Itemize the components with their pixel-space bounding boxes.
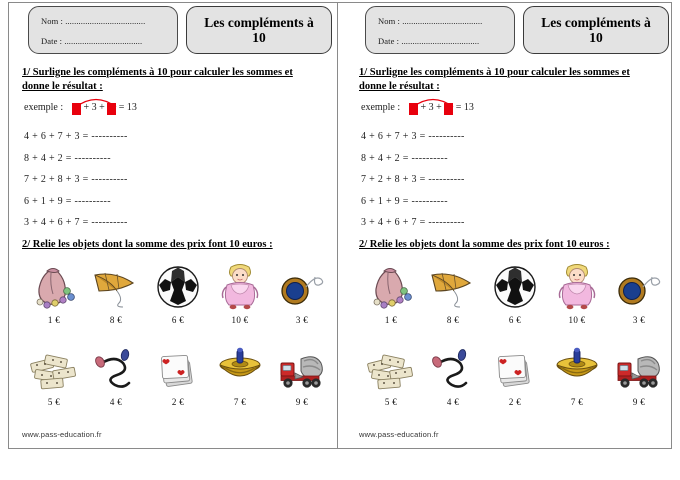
pairing-arc-icon bbox=[73, 94, 119, 108]
exercise-2-object-grid bbox=[339, 258, 675, 416]
worksheet-copy-left bbox=[2, 0, 338, 448]
exercise-1-heading-text: 1/ Surligne les compléments à 10 pour calculer les sommes et donne le résultat : bbox=[359, 67, 630, 92]
exercise-1-heading-text: 1/ Surligne les compléments à 10 pour calculer les sommes et donne le résultat : bbox=[22, 67, 293, 92]
title-line-2: 10 bbox=[252, 30, 266, 45]
marble-bag-icon bbox=[24, 258, 84, 314]
doll-icon bbox=[210, 258, 270, 314]
object-cell-doll[interactable] bbox=[547, 258, 607, 325]
problem-row[interactable]: 8 + 4 + 2 = ---------- bbox=[361, 152, 448, 164]
problem-row[interactable]: 6 + 1 + 9 = ---------- bbox=[24, 195, 111, 207]
object-cell-yoyo[interactable] bbox=[609, 258, 669, 325]
exercise-2-heading-text: 2/ Relie les objets dont la somme des prix font 10 euros : bbox=[22, 239, 273, 250]
object-row-2 bbox=[339, 340, 675, 416]
object-price: 9 € bbox=[295, 397, 309, 407]
exercise-1-heading bbox=[22, 66, 322, 94]
exercise-1-heading bbox=[359, 66, 659, 94]
object-price: 1 € bbox=[384, 315, 398, 325]
cement-truck-icon bbox=[272, 340, 332, 396]
object-price: 5 € bbox=[384, 397, 398, 407]
object-cell-kite[interactable] bbox=[86, 258, 146, 325]
page-border-bottom bbox=[8, 448, 672, 449]
object-price: 3 € bbox=[295, 315, 309, 325]
object-cell-jump-rope[interactable] bbox=[86, 340, 146, 407]
kite-icon bbox=[86, 258, 146, 314]
object-price: 7 € bbox=[233, 397, 247, 407]
worksheet-title-box bbox=[523, 6, 669, 54]
object-cell-soccer-ball[interactable] bbox=[485, 258, 545, 325]
highlighted-addend-1: 5 bbox=[72, 103, 81, 115]
object-price: 10 € bbox=[231, 315, 249, 325]
example-middle-terms: + 3 + bbox=[83, 102, 105, 113]
object-cell-cement-truck[interactable] bbox=[609, 340, 669, 407]
student-info-box[interactable] bbox=[365, 6, 515, 54]
playing-cards-icon bbox=[148, 340, 208, 396]
header-right bbox=[339, 6, 675, 60]
object-cell-dominoes[interactable] bbox=[361, 340, 421, 407]
highlighted-addend-2: 5 bbox=[107, 103, 116, 115]
pairing-arc-icon bbox=[410, 94, 456, 108]
object-cell-spinning-top[interactable] bbox=[547, 340, 607, 407]
yoyo-icon bbox=[272, 258, 332, 314]
student-info-box[interactable] bbox=[28, 6, 178, 54]
example-label: exemple : bbox=[24, 102, 64, 113]
header-left bbox=[2, 6, 338, 60]
object-price: 8 € bbox=[446, 315, 460, 325]
worksheet-title bbox=[541, 15, 650, 45]
problem-row[interactable]: 4 + 6 + 7 + 3 = ---------- bbox=[361, 131, 465, 142]
name-field-label[interactable]: Nom : .................................... bbox=[378, 16, 483, 26]
exercise-2-object-grid bbox=[2, 258, 338, 416]
object-price: 2 € bbox=[508, 397, 522, 407]
spinning-top-icon bbox=[210, 340, 270, 396]
date-field-label[interactable]: Date : ................................... bbox=[378, 36, 480, 46]
date-field-label[interactable]: Date : ................................... bbox=[41, 36, 143, 46]
object-price: 10 € bbox=[568, 315, 586, 325]
yoyo-icon bbox=[609, 258, 669, 314]
object-price: 5 € bbox=[47, 397, 61, 407]
object-price: 4 € bbox=[446, 397, 460, 407]
example-result: = 13 bbox=[455, 102, 474, 113]
exercise-2-heading bbox=[359, 238, 659, 252]
object-price: 1 € bbox=[47, 315, 61, 325]
problem-row[interactable]: 3 + 4 + 6 + 7 = ---------- bbox=[361, 217, 465, 228]
object-cell-dominoes[interactable] bbox=[24, 340, 84, 407]
cement-truck-icon bbox=[609, 340, 669, 396]
exercise-1-problem-list bbox=[24, 131, 128, 239]
object-cell-marble-bag[interactable] bbox=[24, 258, 84, 325]
playing-cards-icon bbox=[485, 340, 545, 396]
exercise-1-problem-list bbox=[361, 131, 465, 239]
dominoes-icon bbox=[24, 340, 84, 396]
object-price: 6 € bbox=[171, 315, 185, 325]
object-price: 6 € bbox=[508, 315, 522, 325]
soccer-ball-icon bbox=[148, 258, 208, 314]
title-line-1: Les compléments à bbox=[541, 14, 651, 30]
object-cell-spinning-top[interactable] bbox=[210, 340, 270, 407]
object-row-2 bbox=[2, 340, 338, 416]
jump-rope-icon bbox=[423, 340, 483, 396]
object-cell-cement-truck[interactable] bbox=[272, 340, 332, 407]
object-price: 8 € bbox=[109, 315, 123, 325]
object-cell-playing-cards[interactable] bbox=[485, 340, 545, 407]
footer-url[interactable]: www.pass-education.fr bbox=[359, 430, 439, 439]
object-price: 2 € bbox=[171, 397, 185, 407]
object-price: 3 € bbox=[632, 315, 646, 325]
object-price: 7 € bbox=[570, 397, 584, 407]
object-cell-jump-rope[interactable] bbox=[423, 340, 483, 407]
problem-row[interactable]: 7 + 2 + 8 + 3 = ---------- bbox=[24, 174, 128, 185]
object-row-1 bbox=[2, 258, 338, 334]
worksheet-title-box bbox=[186, 6, 332, 54]
jump-rope-icon bbox=[86, 340, 146, 396]
footer-url[interactable]: www.pass-education.fr bbox=[22, 430, 102, 439]
problem-row[interactable]: 8 + 4 + 2 = ---------- bbox=[24, 152, 111, 164]
object-cell-marble-bag[interactable] bbox=[361, 258, 421, 325]
object-cell-playing-cards[interactable] bbox=[148, 340, 208, 407]
object-row-1 bbox=[339, 258, 675, 334]
title-line-1: Les compléments à bbox=[204, 14, 314, 30]
kite-icon bbox=[423, 258, 483, 314]
spinning-top-icon bbox=[547, 340, 607, 396]
name-field-label[interactable]: Nom : .................................... bbox=[41, 16, 146, 26]
problem-row[interactable]: 3 + 4 + 6 + 7 = ---------- bbox=[24, 217, 128, 228]
object-cell-yoyo[interactable] bbox=[272, 258, 332, 325]
doll-icon bbox=[547, 258, 607, 314]
problem-row[interactable]: 6 + 1 + 9 = ---------- bbox=[361, 195, 448, 207]
problem-row[interactable]: 7 + 2 + 8 + 3 = ---------- bbox=[361, 174, 465, 185]
dominoes-icon bbox=[361, 340, 421, 396]
exercise-2-heading bbox=[22, 238, 322, 252]
object-cell-soccer-ball[interactable] bbox=[148, 258, 208, 325]
object-price: 9 € bbox=[632, 397, 646, 407]
example-label: exemple : bbox=[361, 102, 401, 113]
title-line-2: 10 bbox=[589, 30, 603, 45]
worksheet-title bbox=[204, 15, 313, 45]
worksheet-copy-right bbox=[339, 0, 675, 448]
highlighted-addend-2: 5 bbox=[444, 103, 453, 115]
object-cell-kite[interactable] bbox=[423, 258, 483, 325]
exercise-2-heading-text: 2/ Relie les objets dont la somme des prix font 10 euros : bbox=[359, 239, 610, 250]
marble-bag-icon bbox=[361, 258, 421, 314]
problem-row[interactable]: 4 + 6 + 7 + 3 = ---------- bbox=[24, 131, 128, 142]
soccer-ball-icon bbox=[485, 258, 545, 314]
object-cell-doll[interactable] bbox=[210, 258, 270, 325]
example-result: = 13 bbox=[118, 102, 137, 113]
highlighted-addend-1: 5 bbox=[409, 103, 418, 115]
object-price: 4 € bbox=[109, 397, 123, 407]
example-middle-terms: + 3 + bbox=[420, 102, 442, 113]
